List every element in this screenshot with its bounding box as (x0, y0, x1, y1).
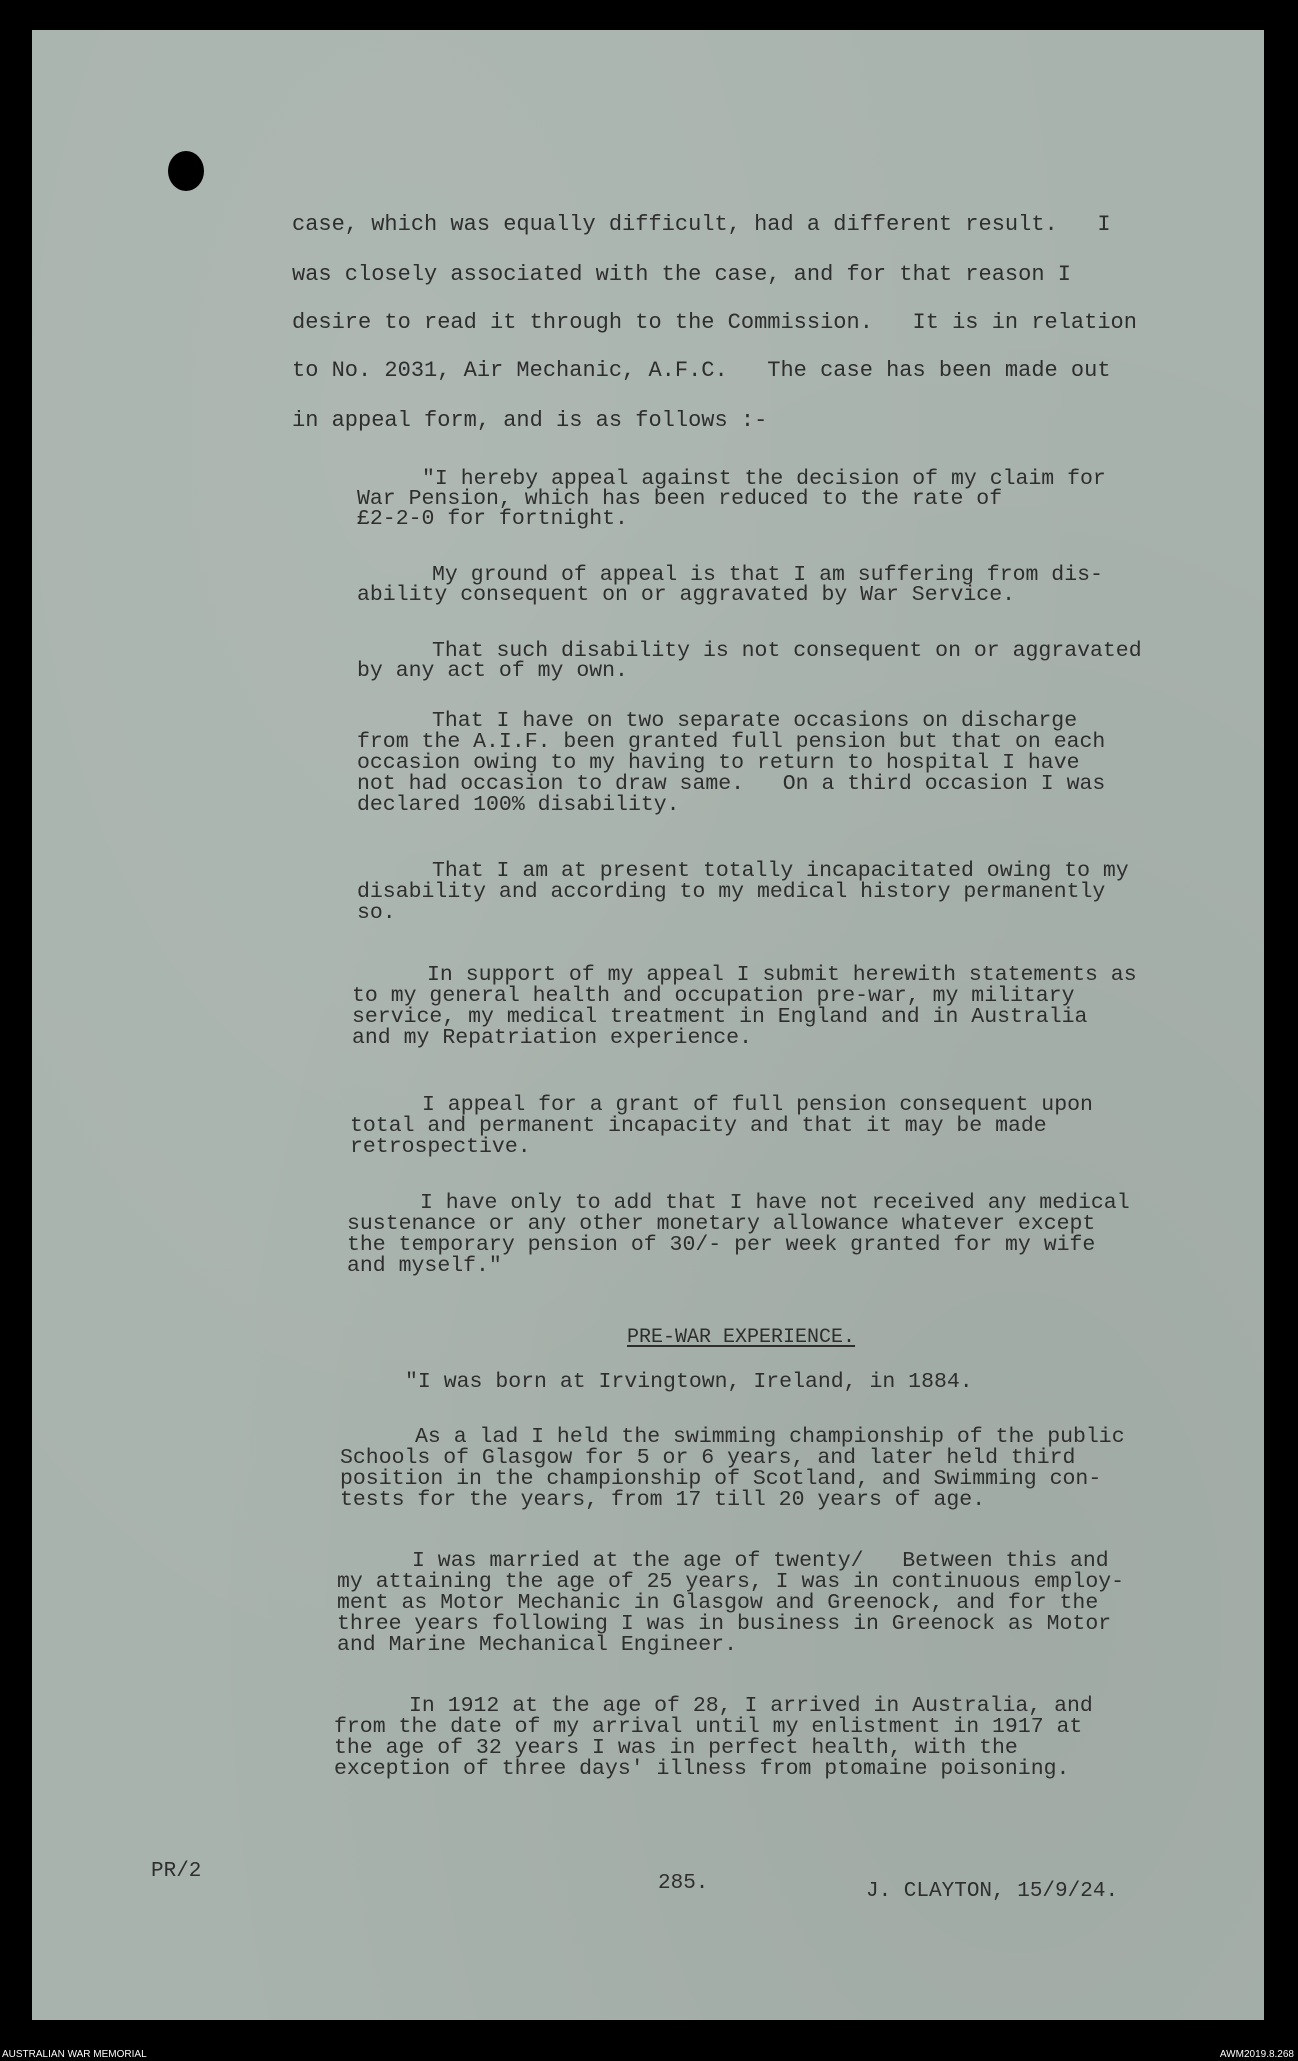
appeal-line: ability consequent on or aggravated by War Service. (357, 583, 1016, 607)
intro-line: to No. 2031, Air Mechanic, A.F.C. The case has been made out (292, 358, 1111, 383)
prewar-line: my attaining the age of 25 years, I was in continuous employ- (337, 1570, 1125, 1594)
appeal-line: "I hereby appeal against the decision of my claim for (422, 467, 1106, 491)
prewar-line: exception of three days' illness from ptomaine poisoning. (334, 1757, 1070, 1781)
appeal-line: and my Repatriation experience. (352, 1026, 752, 1050)
appeal-line: disability and according to my medical history permanently (357, 880, 1106, 904)
intro-line: desire to read it through to the Commission. It is in relation (292, 310, 1137, 335)
punch-hole (168, 151, 204, 191)
appeal-line: declared 100% disability. (357, 793, 680, 817)
archive-caption-bar (0, 2048, 1298, 2061)
appeal-line: I have only to add that I have not received any medical (420, 1191, 1130, 1215)
prewar-line: three years following I was in business in Greenock as Motor (337, 1612, 1112, 1636)
appeal-line: retrospective. (350, 1135, 531, 1159)
prewar-line: from the date of my arrival until my enlistment in 1917 at (334, 1715, 1083, 1739)
prewar-line: "I was born at Irvingtown, Ireland, in 1884. (405, 1370, 973, 1394)
prewar-line: the age of 32 years I was in perfect health, with the (334, 1736, 1018, 1760)
appeal-line: War Pension, which has been reduced to the rate of (357, 487, 1003, 511)
appeal-line: £2-2-0 for fortnight. (357, 507, 628, 531)
archive-institution: AUSTRALIAN WAR MEMORIAL (2, 2049, 147, 2060)
prewar-line: tests for the years, from 17 till 20 years of age. (340, 1488, 986, 1512)
appeal-line: That I am at present totally incapacitated owing to my (432, 859, 1129, 883)
intro-line: was closely associated with the case, and for that reason I (292, 262, 1071, 287)
prewar-line: In 1912 at the age of 28, I arrived in Australia, and (409, 1694, 1093, 1718)
signature-date: J. CLAYTON, 15/9/24. (866, 1880, 1119, 1903)
prewar-line: ment as Motor Mechanic in Glasgow and Greenock, and for the (337, 1591, 1099, 1615)
prewar-line: and Marine Mechanical Engineer. (337, 1633, 737, 1657)
prewar-line: position in the championship of Scotland, and Swimming con- (340, 1467, 1102, 1491)
page-number: 285. (658, 1872, 709, 1895)
appeal-line: I appeal for a grant of full pension consequent upon (422, 1093, 1093, 1117)
appeal-line: sustenance or any other monetary allowance whatever except (347, 1212, 1096, 1236)
appeal-line: from the A.I.F. been granted full pension but that on each (357, 730, 1106, 754)
appeal-line: by any act of my own. (357, 659, 628, 683)
appeal-line: My ground of appeal is that I am suffering from dis- (432, 563, 1103, 587)
appeal-line: That I have on two separate occasions on discharge (432, 709, 1078, 733)
appeal-line: to my general health and occupation pre-war, my military (352, 984, 1075, 1008)
appeal-line: not had occasion to draw same. On a third occasion I was (357, 772, 1106, 796)
prewar-line: Schools of Glasgow for 5 or 6 years, and later held third (340, 1446, 1076, 1470)
appeal-line: service, my medical treatment in England and in Australia (352, 1005, 1088, 1029)
prewar-line: I was married at the age of twenty/ Between this and (412, 1549, 1109, 1573)
appeal-line: In support of my appeal I submit herewith statements as (427, 963, 1137, 987)
intro-line: case, which was equally difficult, had a different result. I (292, 212, 1111, 237)
appeal-line: and myself." (347, 1254, 502, 1278)
appeal-line: That such disability is not consequent on or aggravated (432, 639, 1142, 663)
prewar-line: As a lad I held the swimming championship of the public (415, 1425, 1125, 1449)
appeal-line: total and permanent incapacity and that it may be made (350, 1114, 1047, 1138)
appeal-line: occasion owing to my having to return to hospital I have (357, 751, 1080, 775)
appeal-line: the temporary pension of 30/- per week granted for my wife (347, 1233, 1096, 1257)
intro-line: in appeal form, and is as follows :- (292, 408, 768, 433)
document-reference: PR/2 (151, 1860, 202, 1883)
appeal-line: so. (357, 901, 396, 925)
archive-item-id: AWM2019.8.268 (1219, 2049, 1294, 2060)
section-heading: PRE-WAR EXPERIENCE. (627, 1326, 856, 1349)
